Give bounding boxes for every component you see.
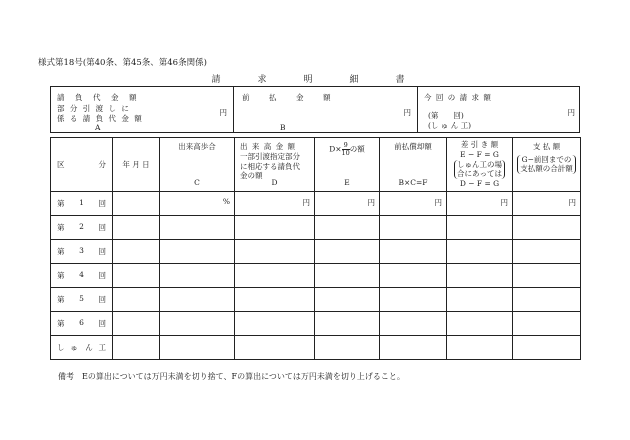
deduction-note — [454, 160, 505, 179]
date-cell[interactable] — [113, 192, 160, 216]
table-row — [51, 216, 581, 240]
date-cell[interactable] — [113, 288, 160, 312]
advance-deduction-cell[interactable] — [380, 240, 447, 264]
fraction-denominator: 10 — [341, 149, 350, 157]
progress-rate-cell[interactable] — [160, 288, 235, 312]
date-cell[interactable] — [113, 336, 160, 360]
division-left: 区 — [57, 160, 65, 169]
ninety-percent-cell[interactable] — [315, 336, 380, 360]
advance-deduction-cell[interactable] — [380, 216, 447, 240]
claim-unit: 円 — [567, 108, 575, 117]
row-label-number: 2 — [79, 222, 84, 231]
progress-rate-cell[interactable] — [160, 216, 235, 240]
advance-deduction-cell[interactable] — [380, 288, 447, 312]
payment-note-line-1: G−前回までの — [521, 154, 572, 164]
row-label-number: 1 — [79, 198, 84, 207]
row-label-left: 第 — [57, 319, 65, 328]
payment-cell[interactable] — [513, 192, 581, 216]
row-label-cell[interactable] — [51, 288, 113, 312]
progress-amount-line-2: 一部引渡指定部分 — [240, 151, 300, 161]
contract-label-line-2: 部 分 引 渡 し に — [57, 103, 131, 113]
row-label-number: 3 — [79, 246, 84, 255]
claim-number: (第 回) — [428, 110, 464, 120]
header-payment — [513, 138, 581, 192]
payment-cell[interactable] — [513, 264, 581, 288]
deduction-cell[interactable] — [447, 240, 513, 264]
ninety-percent-label — [315, 138, 379, 157]
progress-rate-cell[interactable] — [160, 336, 235, 360]
progress-amount-cell[interactable] — [235, 312, 315, 336]
contract-amount-label — [57, 93, 143, 125]
row-label — [51, 342, 112, 353]
progress-rate-label: 出来高歩合 — [178, 142, 216, 151]
advance-unit: 円 — [403, 108, 411, 117]
row-label-right: 回 — [98, 319, 106, 328]
progress-amount-cell[interactable] — [235, 288, 315, 312]
contract-amount-cell — [51, 87, 233, 132]
deduction-title: 差 引 き 額 — [460, 140, 499, 149]
row-label-cell[interactable] — [51, 264, 113, 288]
payment-note — [517, 155, 576, 174]
advance-deduction-label: 前払償却額 — [394, 142, 432, 151]
table-row — [51, 264, 581, 288]
progress-amount-cell[interactable] — [235, 336, 315, 360]
dx-suffix: の額 — [349, 144, 365, 154]
row-label-right: 回 — [98, 271, 106, 280]
row-label-cell[interactable] — [51, 312, 113, 336]
progress-rate-letter: C — [194, 178, 200, 187]
claim-label-line: 今 回 の 請 求 額 — [424, 93, 492, 102]
deduction-cell[interactable] — [447, 216, 513, 240]
yen-unit: 円 — [568, 198, 576, 207]
detail-table — [50, 137, 581, 360]
yen-unit: 円 — [367, 198, 375, 207]
date-cell[interactable] — [113, 312, 160, 336]
header-progress-rate — [160, 138, 235, 192]
deduction-note-line-2: 合にあっては — [457, 169, 502, 179]
fraction — [342, 142, 350, 157]
table-row — [51, 336, 581, 360]
row-label-left: 第 — [57, 271, 65, 280]
fraction-numerator: 9 — [342, 142, 350, 150]
row-label — [51, 222, 112, 233]
deduction-formula-1: E − F = G — [460, 149, 499, 159]
header-row — [51, 138, 581, 192]
progress-amount-letter: D — [271, 178, 278, 187]
row-label-left: 第 — [57, 295, 65, 304]
date-cell[interactable] — [113, 240, 160, 264]
row-label-cell[interactable] — [51, 240, 113, 264]
dx-prefix: D× — [329, 144, 342, 154]
remarks-note: 備考 Eの算出については万円未満を切り捨て、Fの算出については万円未満を切り上げること。 — [58, 372, 405, 381]
contract-unit: 円 — [219, 108, 227, 117]
row-label — [51, 294, 112, 305]
advance-amount-cell — [233, 87, 417, 132]
progress-amount-cell[interactable] — [235, 216, 315, 240]
deduction-cell[interactable] — [447, 312, 513, 336]
advance-deduction-cell[interactable] — [380, 192, 447, 216]
payment-note-line-2: 支払額の合計額 — [520, 164, 573, 174]
header-advance-deduction — [380, 138, 447, 192]
form-number: 様式第18号(第40条、第45条、第46条関係) — [38, 58, 207, 68]
yen-unit: 円 — [302, 198, 310, 207]
ninety-percent-cell[interactable] — [315, 192, 380, 216]
contract-label-line-3: 係 る 請 負 代 金 額 — [57, 114, 144, 123]
advance-amount-label: 前 払 金 額 — [242, 93, 332, 102]
row-label-right: 回 — [98, 223, 106, 232]
progress-rate-cell[interactable] — [160, 264, 235, 288]
date-cell[interactable] — [113, 264, 160, 288]
header-ninety-percent — [315, 138, 380, 192]
header-progress-amount — [235, 138, 315, 192]
percent-unit: % — [222, 197, 230, 206]
ninety-percent-cell[interactable] — [315, 216, 380, 240]
row-label-left: 第 — [57, 223, 65, 232]
progress-amount-line-4: 金の額 — [240, 171, 263, 181]
table-row — [51, 192, 581, 216]
deduction-formula-2: D − F = G — [459, 178, 500, 188]
claim-amount-cell — [417, 87, 581, 132]
advance-deduction-formula: B×C=F — [398, 178, 428, 187]
progress-amount-cell[interactable] — [235, 192, 315, 216]
claim-amount-label — [424, 93, 492, 132]
row-label — [51, 246, 112, 257]
header-date — [113, 138, 160, 192]
deduction-cell[interactable] — [447, 192, 513, 216]
payment-title: 支 払 額 — [532, 142, 561, 151]
deduction-label — [447, 138, 512, 189]
progress-amount-label — [235, 138, 314, 181]
row-label-right: 回 — [98, 199, 106, 208]
row-label-number: 5 — [79, 294, 84, 303]
row-label-left: 第 — [57, 199, 65, 208]
summary-table — [50, 86, 580, 133]
division-label — [51, 159, 112, 170]
row-label-cell[interactable] — [51, 192, 113, 216]
deduction-cell[interactable] — [447, 264, 513, 288]
payment-cell[interactable] — [513, 336, 581, 360]
progress-rate-cell[interactable] — [160, 240, 235, 264]
payment-cell[interactable] — [513, 312, 581, 336]
progress-amount-cell[interactable] — [235, 264, 315, 288]
row-label-cell[interactable] — [51, 216, 113, 240]
progress-amount-line-1: 出 来 高 金 額 — [240, 142, 297, 151]
progress-rate-cell[interactable] — [160, 312, 235, 336]
dx-letter: E — [344, 178, 350, 187]
contract-letter: A — [95, 123, 101, 132]
progress-amount-cell[interactable] — [235, 240, 315, 264]
payment-cell[interactable] — [513, 216, 581, 240]
row-label — [51, 198, 112, 209]
date-label: 年 月 日 — [122, 159, 150, 169]
yen-unit: 円 — [434, 198, 442, 207]
payment-label — [513, 138, 580, 174]
row-label-right: 工 — [98, 343, 106, 352]
date-cell[interactable] — [113, 216, 160, 240]
ninety-percent-cell[interactable] — [315, 312, 380, 336]
ninety-percent-cell[interactable] — [315, 288, 380, 312]
claim-completion: (し ゅ ん 工) — [428, 121, 472, 130]
header-division — [51, 138, 113, 192]
row-label-number: ゅ ん — [70, 343, 93, 352]
row-label-right: 回 — [98, 247, 106, 256]
payment-cell[interactable] — [513, 288, 581, 312]
table-row — [51, 312, 581, 336]
deduction-cell[interactable] — [447, 336, 513, 360]
row-label-cell[interactable] — [51, 336, 113, 360]
document-title: 請 求 明 細 書 — [211, 75, 419, 85]
yen-unit: 円 — [500, 198, 508, 207]
header-deduction — [447, 138, 513, 192]
contract-label-line-1: 請 負 代 金 額 — [57, 93, 138, 102]
advance-deduction-cell[interactable] — [380, 312, 447, 336]
advance-deduction-cell[interactable] — [380, 264, 447, 288]
ninety-percent-cell[interactable] — [315, 240, 380, 264]
division-right: 分 — [98, 160, 106, 169]
advance-letter: B — [280, 123, 286, 132]
deduction-cell[interactable] — [447, 288, 513, 312]
row-label-right: 回 — [98, 295, 106, 304]
table-row — [51, 288, 581, 312]
row-label — [51, 318, 112, 329]
row-label-number: 4 — [79, 270, 84, 279]
advance-deduction-cell[interactable] — [380, 336, 447, 360]
payment-cell[interactable] — [513, 240, 581, 264]
row-label — [51, 270, 112, 281]
row-label-left: し — [57, 343, 65, 352]
deduction-note-line-1: しゅん工の場 — [457, 159, 502, 169]
row-label-number: 6 — [79, 318, 84, 327]
progress-rate-cell[interactable] — [160, 192, 235, 216]
table-row — [51, 240, 581, 264]
ninety-percent-cell[interactable] — [315, 264, 380, 288]
progress-amount-line-3: に相応する請負代 — [240, 161, 300, 171]
row-label-left: 第 — [57, 247, 65, 256]
